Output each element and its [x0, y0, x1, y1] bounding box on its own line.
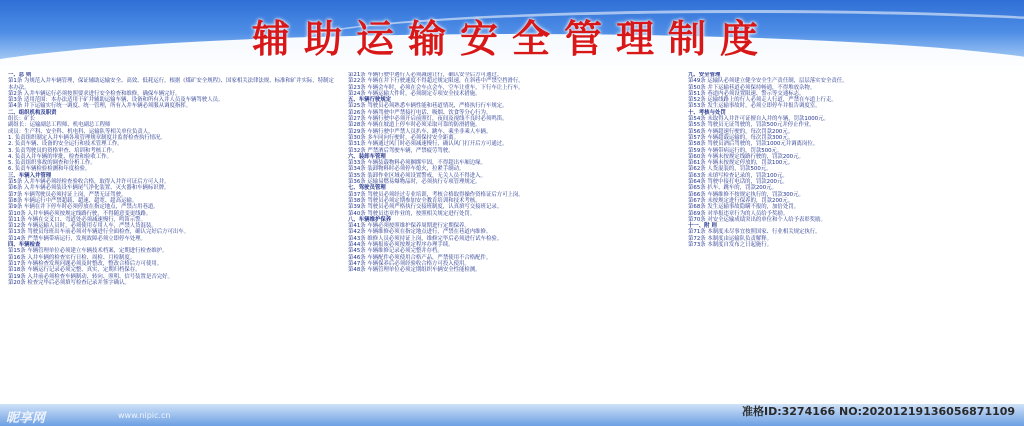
section-heading: 六、装卸车管理 [348, 153, 386, 160]
clause-text: 第4条 井下运输实行统一调度、统一管理，所有入井车辆必须服从调度指挥。 [8, 103, 192, 110]
clause-text: 第66条 车辆维修不按规定执行的，罚款300元。 [688, 191, 804, 198]
clause-text: 第33条 车辆装载物料必须捆绑牢固，不得超出车厢边缘。 [348, 160, 486, 167]
section-heading: 二、组织机构及职责 [8, 109, 57, 116]
clause-text: 第63条 未填写检查记录的，罚款100元。 [688, 172, 788, 179]
text-column-3 [688, 72, 1016, 410]
clause-text: 第34条 装卸物料时必须停车熄火，拉紧手制动。 [348, 166, 465, 173]
clause-text: 第56条 车辆超速行驶的，每次罚款200元。 [688, 128, 794, 135]
text-column-2 [348, 72, 676, 410]
clause-text: 第22条 车辆在井下行驶速度不得超过规定限速，在斜巷中严禁空挡滑行。 [348, 78, 524, 85]
clause-text: 第13条 驾驶员每班出车前必须对车辆进行全面检查，确认完好后方可出车。 [8, 229, 190, 236]
clause-text: 第41条 车辆必须按照维护保养周期进行定期保养。 [348, 223, 470, 230]
clause-text: 第42条 车辆维修必须在指定地点进行，严禁在巷道内维修。 [348, 229, 492, 236]
clause-text: 成员：生产科、安全科、机电科、运输队等相关单位负责人。 [8, 128, 154, 135]
clause-text: 第5条 入井车辆必须经检查验收合格，取得入井许可证后方可入井。 [8, 179, 170, 186]
clause-text: 第58条 驾驶员酒后驾驶的，罚款1000元并调离岗位。 [688, 141, 819, 148]
clause-text: 第39条 驾驶员必须严格执行交接班制度，认真填写交接班记录。 [348, 204, 503, 211]
section-heading: 三、车辆入井管理 [8, 172, 52, 179]
clause-text: 第45条 车辆维修记录必须完整并存档。 [348, 248, 443, 255]
clause-text: 第60条 车辆未按规定线路行驶的，罚款200元。 [688, 153, 804, 160]
clause-text: 第2条 入井车辆运行必须按照要求进行安全检查和维修，确保车辆完好。 [8, 90, 181, 97]
clause-text: 第17条 车辆检查发现问题必须及时整改，整改合格后方可使用。 [8, 260, 163, 267]
clause-text: 第59条 车辆带病运行的，罚款500元。 [688, 147, 783, 154]
clause-text: 第72条 本制度由运输队负责解释。 [688, 235, 773, 242]
clause-text: 第54条 未取得入井许可证擅自入井的车辆，罚款1000元。 [688, 116, 829, 123]
clause-text: 第19条 入井前必须检查车辆制动、转向、照明、信号装置是否完好。 [8, 273, 173, 280]
section-heading: 一、总 则 [8, 72, 32, 78]
clause-text: 第57条 车辆超载运输的，每次罚款300元。 [688, 134, 794, 141]
clause-text: 第64条 驾驶中接打电话的，罚款200元。 [688, 179, 788, 186]
clause-text: 4. 负责入井车辆的审批、检查和验收工作。 [8, 153, 112, 160]
clause-text: 第7条 车辆驾驶员必须持证上岗，严禁无证驾驶。 [8, 191, 127, 198]
clause-text: 第16条 入井车辆的检查实行日检、周检、月检制度。 [8, 254, 136, 261]
clause-text: 第12条 车辆运输人员时，必须使用专用人车，严禁人货混装。 [8, 223, 157, 230]
clause-text: 3. 负责驾驶员的资格审查、培训和考核工作。 [8, 147, 118, 154]
clause-text: 第26条 车辆驾驶中严禁接打电话、吸烟、饮食等分心行为。 [348, 109, 492, 116]
clause-text: 第49条 运输队必须建立健全安全生产责任制，层层落实安全责任。 [688, 78, 848, 85]
clause-text: 第51条 巷道内必须设置限速、警示等交通标志。 [688, 90, 805, 97]
clause-text: 第47条 车辆保养后必须经验收合格方可投入使用。 [348, 260, 470, 267]
clause-text: 5. 负责组织事故的调查和分析工作。 [8, 160, 96, 167]
clause-text: 第28条 车辆在坡道上停车时必须采取可靠的防滑措施。 [348, 122, 481, 129]
clause-text: 第62条 人货混装的，罚款500元。 [688, 166, 772, 173]
clause-text: 第24条 车辆运输大件时，必须制定专项安全技术措施。 [348, 90, 481, 97]
clause-text: 第44条 车辆报废必须按规定程序办理手续。 [348, 242, 454, 249]
section-heading: 九、安全管理 [688, 72, 721, 78]
clause-text: 第73条 本制度自发布之日起施行。 [688, 242, 773, 249]
clause-text: 第11条 车辆在交叉口、弯道处必须减速慢行，鸣笛示警。 [8, 216, 146, 223]
clause-text: 第53条 发生运输事故时，必须立即停车并报告调度室。 [688, 103, 821, 110]
clause-text: 第27条 车辆行驶中必须开启前照灯，夜间及视线不良时必须鸣笛。 [348, 116, 508, 123]
clause-text: 第31条 车辆通过风门时必须减速慢行，确认风门打开后方可通过。 [348, 141, 508, 148]
clause-text: 第37条 驾驶员必须经过专业培训，考核合格取得操作资格证后方可上岗。 [348, 191, 524, 198]
clause-text: 第55条 驾驶员无证驾驶的，罚款500元并停止作业。 [688, 122, 815, 129]
clause-text: 第21条 车辆行驶中遇行人必须减速让行，确认安全后方可通过。 [348, 72, 503, 78]
watermark-id: 准格ID:3274166 NO:20201219136056871109 [742, 405, 1016, 418]
clause-text: 第38条 驾驶员必须定期参加安全教育培训和技术考核。 [348, 197, 481, 204]
clause-text: 第25条 驾驶员必须熟悉车辆性能和巷道情况，严格执行行车规定。 [348, 103, 508, 110]
clause-text: 6. 负责车辆检验检测和年度检验。 [8, 166, 91, 173]
clause-text: 组长：矿长 [8, 116, 35, 123]
text-column-1 [8, 72, 336, 410]
section-heading: 五、车辆行驶规定 [348, 97, 392, 104]
section-heading: 十一、附 则 [688, 223, 717, 230]
clause-text: 第50条 井下运输巷道必须保持畅通，不得堆放杂物。 [688, 84, 816, 91]
section-heading: 八、车辆维护保养 [348, 216, 392, 223]
clause-text: 1. 负责组织制定入井车辆各项管理规章制度并监督检查执行情况。 [8, 134, 166, 141]
clause-text: 第65条 扒车、跳车的，罚款200元。 [688, 185, 777, 192]
clause-text: 第35条 装卸作业区域必须设置警戒，无关人员不得进入。 [348, 172, 486, 179]
clause-text: 第32条 严禁酒后驾驶车辆，严禁疲劳驾驶。 [348, 147, 454, 154]
clause-text: 第67条 未按规定进行保养的，罚款200元。 [688, 197, 794, 204]
regulation-body [8, 72, 1016, 412]
clause-text: 第40条 驾驶员违章作业的，按照相关规定进行处罚。 [348, 210, 476, 217]
page-title: 辅助运输安全管理制度 [251, 16, 772, 61]
clause-text: 副组长：运输副总工程师、机电副总工程师 [8, 122, 111, 129]
section-heading: 四、车辆检查 [8, 242, 41, 249]
clause-text: 第29条 车辆行驶中严禁人员扒车、跳车、乘坐非乘人车辆。 [348, 128, 492, 135]
clause-text: 第18条 车辆运行记录必须完整、真实，定期归档保存。 [8, 267, 141, 274]
clause-text: 第15条 车辆管理单位必须建立车辆技术档案，定期进行检查维护。 [8, 248, 168, 255]
clause-text: 第52条 运输线路上的行人必须走人行道，严禁在车道上行走。 [688, 97, 837, 104]
clause-text: 第8条 车辆运行中严禁超载、超速、超宽、超高运输。 [8, 197, 138, 204]
clause-text: 第48条 车辆管理单位必须定期组织车辆安全性能检测。 [348, 267, 481, 274]
clause-text: 第3条 适用范围：本办法适用于矿井辅助运输车辆、设备和所有入井人员及车辆驾驶人员。 [8, 97, 224, 104]
clause-text: 第46条 车辆配件必须使用合格产品，严禁使用不合格配件。 [348, 254, 492, 261]
clause-text: 第14条 严禁车辆带病运行，发现故障必须立即停车处理。 [8, 235, 146, 242]
section-heading: 十、考核与处罚 [688, 109, 726, 116]
clause-text: 第68条 发生运输事故隐瞒不报的，加倍处罚。 [688, 204, 799, 211]
watermark-logo: 昵享网 [6, 411, 46, 426]
clause-text: 第43条 维修人员必须持证上岗，维修完毕后必须进行试车检验。 [348, 235, 503, 242]
clause-text: 第20条 检查完毕后必须填写检查记录并签字确认。 [8, 279, 130, 286]
clause-text: 第36条 运输易燃易爆物品时，必须执行专项管理规定。 [348, 179, 481, 186]
clause-text: 2. 负责车辆、设备的安全运行和技术管理工作。 [8, 141, 123, 148]
clause-text: 第1条 为规范入井车辆管理，保证辅助运输安全、高效、低耗运行，根据《煤矿安全规程》、国家相关法律法规、标准和矿井实际，特制定本办法。 [8, 78, 334, 91]
clause-text: 第6条 入井车辆必须装设车辆尾气净化装置、灭火器和车辆标识牌。 [8, 185, 170, 192]
clause-text: 第10条 入井车辆必须按规定线路行驶，不得随意变更线路。 [8, 210, 152, 217]
clause-text: 第61条 车辆未按规定停放的，罚款100元。 [688, 160, 794, 167]
clause-text: 第23条 车辆会车时，必须在会车点会车，空车让重车，下行车让上行车。 [348, 84, 524, 91]
clause-text: 第71条 本制度未尽事宜按照国家、行业相关规定执行。 [688, 229, 821, 236]
section-heading: 七、驾驶员管理 [348, 185, 386, 192]
clause-text: 第30条 多车同向行驶时，必须保持安全距离。 [348, 134, 459, 141]
clause-text: 第9条 车辆在井下停车时必须停放在指定地点，严禁占用巷道。 [8, 204, 159, 211]
watermark-url: www.nipic.cn [118, 411, 171, 420]
clause-text: 第69条 对举报违章行为的人员给予奖励。 [688, 210, 789, 217]
clause-text: 第70条 对安全运输成绩突出的单位和个人给予表彰奖励。 [688, 216, 826, 223]
